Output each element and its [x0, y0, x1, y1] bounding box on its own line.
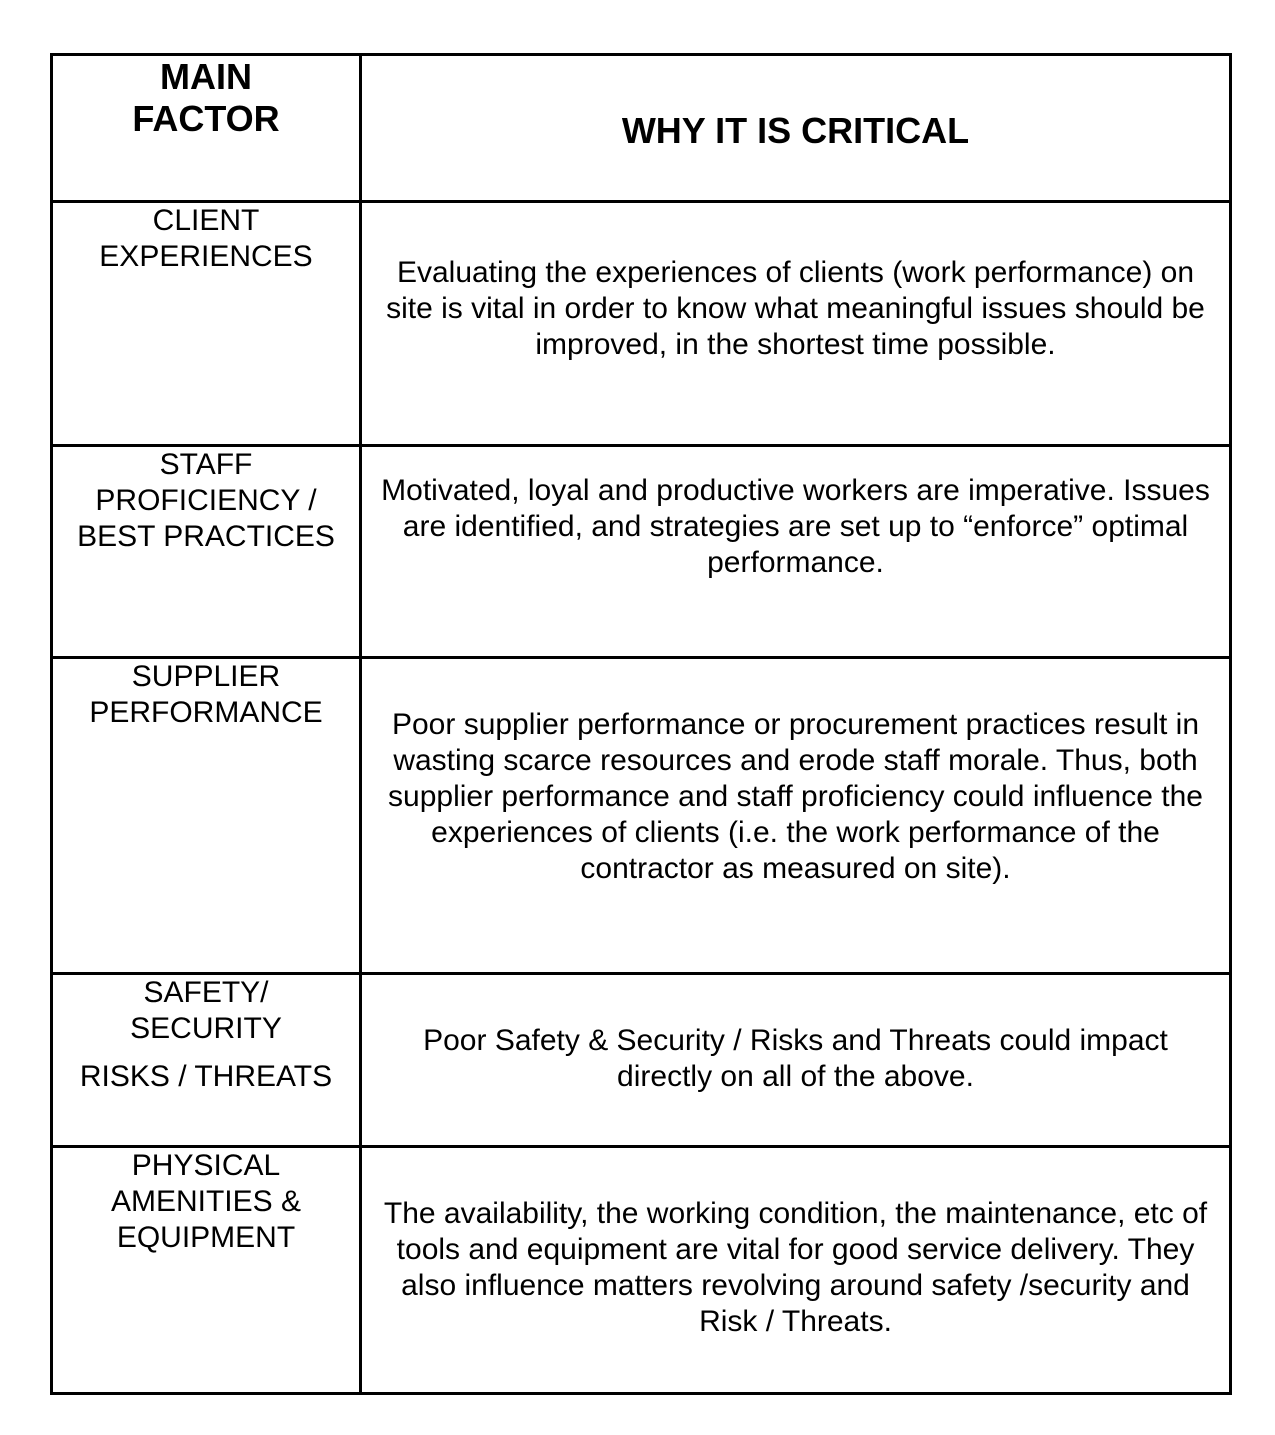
- factor-line: BEST PRACTICES: [77, 520, 335, 553]
- why-cell: [362, 975, 1229, 1148]
- factor-cell: [53, 659, 362, 975]
- why-cell: [362, 447, 1229, 659]
- header-why-critical-text: WHY IT IS CRITICAL: [621, 110, 970, 151]
- factor-line: EQUIPMENT: [116, 1221, 296, 1254]
- why-cell: [362, 659, 1229, 975]
- header-main-factor-line: FACTOR: [132, 98, 280, 139]
- factor-line: RISKS / THREATS: [79, 1060, 333, 1093]
- factor-line: PROFICIENCY /: [95, 484, 317, 517]
- factor-cell: [53, 203, 362, 447]
- why-text: Evaluating the experiences of clients (work performance) on site is vital in order to know what meaningful issues should be improved, in the shortest time possible.: [386, 256, 1205, 361]
- factor-line: EXPERIENCES: [99, 240, 313, 273]
- factor-line: PERFORMANCE: [89, 696, 323, 729]
- why-text: The availability, the working condition, the maintenance, etc of tools and equipment are vital for good service delivery. They also influence matters revolving around safety /security and Risk / Threats.: [383, 1197, 1208, 1338]
- why-cell: [362, 1148, 1229, 1392]
- factor-line: SECURITY: [130, 1012, 282, 1045]
- factor-cell: [53, 1148, 362, 1392]
- why-text: Motivated, loyal and productive workers are imperative. Issues are identified, and strategies are set up to “enforce” optimal performance.: [381, 474, 1210, 579]
- why-text: Poor supplier performance or procurement practices result in wasting scarce resources and erode staff morale. Thus, both supplier performance and staff proficiency could influence the experiences of clients (i.e. the work performance of the contractor as measured on site).: [388, 708, 1203, 885]
- factor-line: CLIENT: [152, 204, 260, 237]
- critical-factors-table: [50, 53, 1232, 1395]
- header-main-factor-line: MAIN: [160, 56, 252, 97]
- factor-cell: [53, 975, 362, 1148]
- why-cell: [362, 203, 1229, 447]
- factor-line: SUPPLIER: [131, 660, 281, 693]
- factor-cell: [53, 447, 362, 659]
- header-main-factor: [53, 56, 362, 203]
- factor-line: STAFF: [159, 448, 253, 481]
- factor-line: SAFETY/: [143, 976, 269, 1009]
- why-text: Poor Safety & Security / Risks and Threats could impact directly on all of the above.: [423, 1024, 1168, 1093]
- header-why-critical: [362, 56, 1229, 203]
- factor-line: PHYSICAL: [131, 1149, 281, 1182]
- factor-line: AMENITIES &: [110, 1185, 302, 1218]
